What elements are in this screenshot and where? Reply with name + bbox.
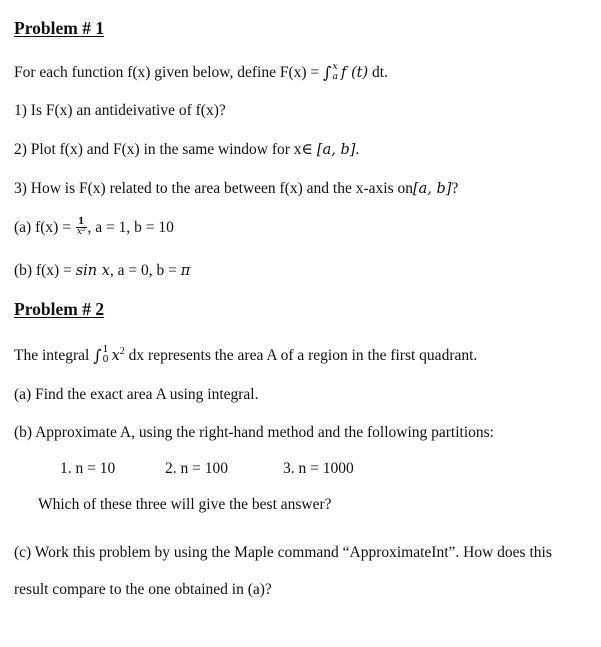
part-1b-middle: , a = 0, b = [109,262,181,279]
problem-1-heading: Problem # 1 [14,18,105,38]
q3-suffix: ? [451,180,459,197]
upper-limit: x [332,61,338,73]
fraction [76,218,87,237]
integral-sign: ∫ [323,63,332,82]
part-2c-line-1: (c) Work this problem by using the Maple command “ApproximateInt”. How does this [14,544,552,561]
fraction-denominator: x² [76,226,86,237]
question-2 [14,140,359,160]
q3-prefix: 3) How is F(x) related to the area between f(x) and the x-axis on [14,180,413,197]
part-1b [14,261,190,281]
part-2a: (a) Find the exact area A using integral. [14,386,259,403]
pi-symbol: π [180,263,191,279]
fraction-numerator: 1 [76,218,87,228]
q2-suffix: . [355,141,360,158]
q2-interval: [a, b] [316,142,356,158]
q2-prefix: 2) Plot f(x) and F(x) in the same window for x∈ [14,141,317,158]
q3-interval: [a, b] [412,181,452,197]
problem-1-intro [14,62,388,83]
p2-integral-limits [103,345,109,365]
question-1: 1) Is F(x) an antideivative of f(x)? [14,102,226,119]
best-answer-question: Which of these three will give the best answer? [38,496,332,513]
problem-2-heading: Problem # 2 [14,299,105,319]
p2-upper-limit: 1 [102,344,109,356]
part-1a-prefix: (a) f(x) = [14,219,75,236]
partition-item: 1. n = 10 [60,460,116,477]
lower-limit: a [332,71,339,83]
p2-intro-suffix: dx represents the area A of a region in the first quadrant. [124,347,478,364]
p2-intro-prefix: The integral [14,347,94,364]
integrand: f (t) [341,65,369,81]
partition-list [60,459,354,479]
part-1a-suffix: , a = 1, b = 10 [87,219,174,236]
p2-integrand: x [111,348,120,364]
intro-suffix: dt. [368,64,388,81]
part-1a [14,218,174,238]
part-2c-line-2: result compare to the one obtained in (a)? [14,581,272,598]
p2-lower-limit: 0 [102,354,109,366]
part-2b: (b) Approximate A, using the right-hand method and the following partitions: [14,424,494,441]
part-1b-prefix: (b) f(x) = [14,262,76,279]
intro-prefix: For each function f(x) given below, define F(x) = [14,64,324,81]
p2-exponent: 2 [119,345,125,357]
part-1b-function: sin x [75,263,110,279]
problem-2-intro [14,345,477,366]
p2-integral-sign: ∫ [93,346,102,365]
partition-item: 2. n = 100 [165,460,228,477]
partition-item: 3. n = 1000 [283,460,354,477]
integral-limits [332,62,338,82]
question-3 [14,179,458,199]
